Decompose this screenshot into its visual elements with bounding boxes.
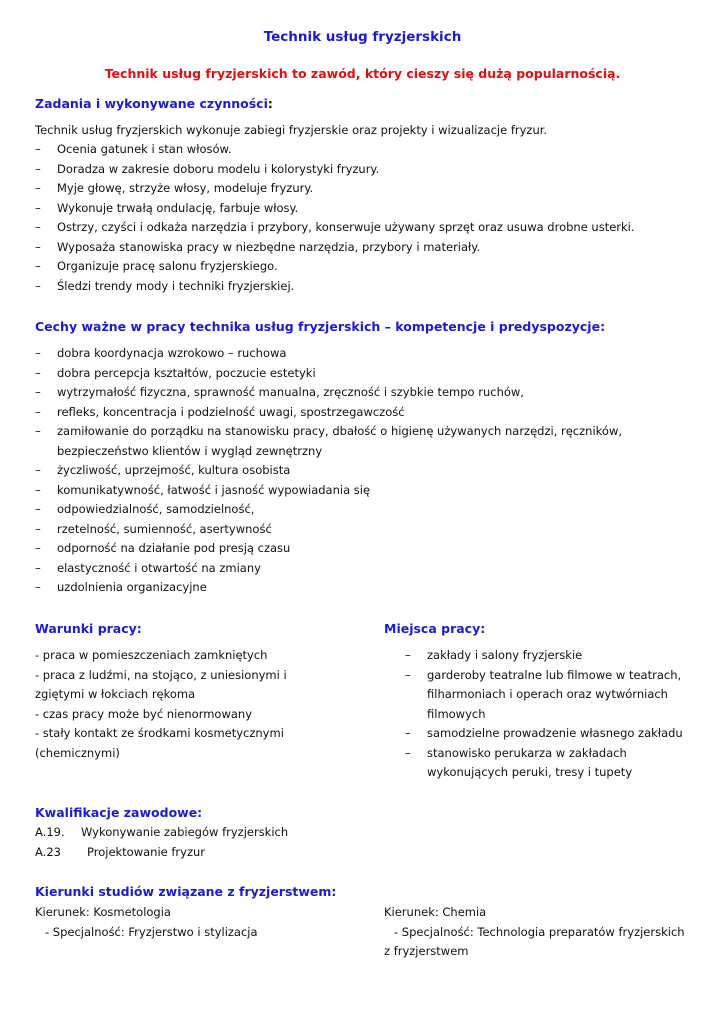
list-item: – dobra percepcja kształtów, poczucie estetyki xyxy=(35,364,695,384)
list-item: – Doradza w zakresie doboru modelu i kolorystyki fryzury. xyxy=(35,160,695,180)
qualification-code: A.19. xyxy=(35,825,65,839)
list-item: – uzdolnienia organizacyjne xyxy=(35,578,695,598)
traits-list xyxy=(35,344,695,598)
list-item: – refleks, koncentracja i podzielność uwagi, spostrzegawczość xyxy=(35,403,695,423)
list-item: – zamiłowanie do porządku na stanowisku pracy, dbałość o higienę używanych narzędzi, ręczników, bezpieczeństwo klientów i wygląd zewnętrzny xyxy=(35,422,695,461)
places-list xyxy=(405,646,695,783)
conditions-list xyxy=(35,646,335,763)
list-item: - praca w pomieszczeniach zamkniętych xyxy=(35,648,268,662)
tasks-intro: Technik usług fryzjerskich wykonuje zabiegi fryzjerskie oraz projekty i wizualizacje fryzur. xyxy=(35,123,548,137)
list-item: – samodzielne prowadzenie własnego zakładu xyxy=(405,724,695,744)
page-subtitle: Technik usług fryzjerskich to zawód, który cieszy się dużą popularnością. xyxy=(104,66,621,81)
list-item: - czas pracy może być nienormowany xyxy=(35,706,253,721)
studies-right xyxy=(384,903,694,962)
tasks-heading: Zadania i wykonywane czynności: xyxy=(35,96,273,111)
study-specialization: - Specjalność: Technologia preparatów fryzjerskich z fryzjerstwem xyxy=(384,924,685,958)
list-item: – Organizuje pracę salonu fryzjerskiego. xyxy=(35,257,695,277)
list-item: – komunikatywność, łatwość i jasność wypowiadania się xyxy=(35,481,695,501)
study-field: Kierunek: Chemia xyxy=(384,905,487,919)
study-field: Kierunek: Kosmetologia xyxy=(35,905,171,919)
list-item: – dobra koordynacja wzrokowo – ruchowa xyxy=(35,344,695,364)
qualifications-list xyxy=(35,823,435,862)
qualifications-heading: Kwalifikacje zawodowe: xyxy=(35,805,203,820)
list-item: – garderoby teatralne lub filmowe w teatrach, filharmoniach i operach oraz wytwórniach filmowych xyxy=(405,666,695,725)
qualification-name: Projektowanie fryzur xyxy=(87,844,206,859)
qualification-code: A.23 xyxy=(35,844,61,859)
page-title: Technik usług fryzjerskich xyxy=(263,29,462,45)
list-item: – Myje głowę, strzyże włosy, modeluje fryzury. xyxy=(35,179,695,199)
list-item: – Ostrzy, czyści i odkaża narzędzia i przybory, konserwuje używany sprzęt oraz usuwa drobne usterki. xyxy=(35,218,695,238)
study-specialization: - Specjalność: Fryzjerstwo i stylizacja xyxy=(45,924,258,939)
list-item: – elastyczność i otwartość na zmiany xyxy=(35,559,695,579)
conditions-heading: Warunki pracy: xyxy=(35,621,142,636)
qualification-name: Wykonywanie zabiegów fryzjerskich xyxy=(81,825,289,839)
list-item: – wytrzymałość fizyczna, sprawność manualna, zręczność i szybkie tempo ruchów, xyxy=(35,383,695,403)
list-item: – rzetelność, sumienność, asertywność xyxy=(35,520,695,540)
traits-heading: Cechy ważne w pracy technika usług fryzjerskich – kompetencje i predyspozycje: xyxy=(35,319,606,334)
qualification-row xyxy=(35,843,435,863)
list-item: - praca z ludźmi, na stojąco, z uniesionymi i zgiętymi w łokciach rękoma xyxy=(35,667,287,701)
list-item: – Wyposaża stanowiska pracy w niezbędne narzędzia, przybory i materiały. xyxy=(35,238,695,258)
list-item: – odporność na działanie pod presją czasu xyxy=(35,539,695,559)
tasks-list xyxy=(35,140,695,296)
places-heading: Miejsca pracy: xyxy=(384,621,486,636)
list-item: – zakłady i salony fryzjerskie xyxy=(405,646,695,666)
studies-left xyxy=(35,903,355,942)
list-item: – Wykonuje trwałą ondulację, farbuje włosy. xyxy=(35,199,695,219)
list-item: – Ocenia gatunek i stan włosów. xyxy=(35,140,695,160)
list-item: – stanowisko perukarza w zakładach wykonujących peruki, tresy i tupety xyxy=(405,744,695,783)
list-item: – Śledzi trendy mody i techniki fryzjerskiej. xyxy=(35,277,695,297)
qualification-row xyxy=(35,823,435,843)
list-item: – życzliwość, uprzejmość, kultura osobista xyxy=(35,461,695,481)
list-item: – odpowiedzialność, samodzielność, xyxy=(35,500,695,520)
list-item: - stały kontakt ze środkami kosmetycznymi (chemicznymi) xyxy=(35,726,284,760)
studies-heading: Kierunki studiów związane z fryzjerstwem: xyxy=(35,884,337,899)
